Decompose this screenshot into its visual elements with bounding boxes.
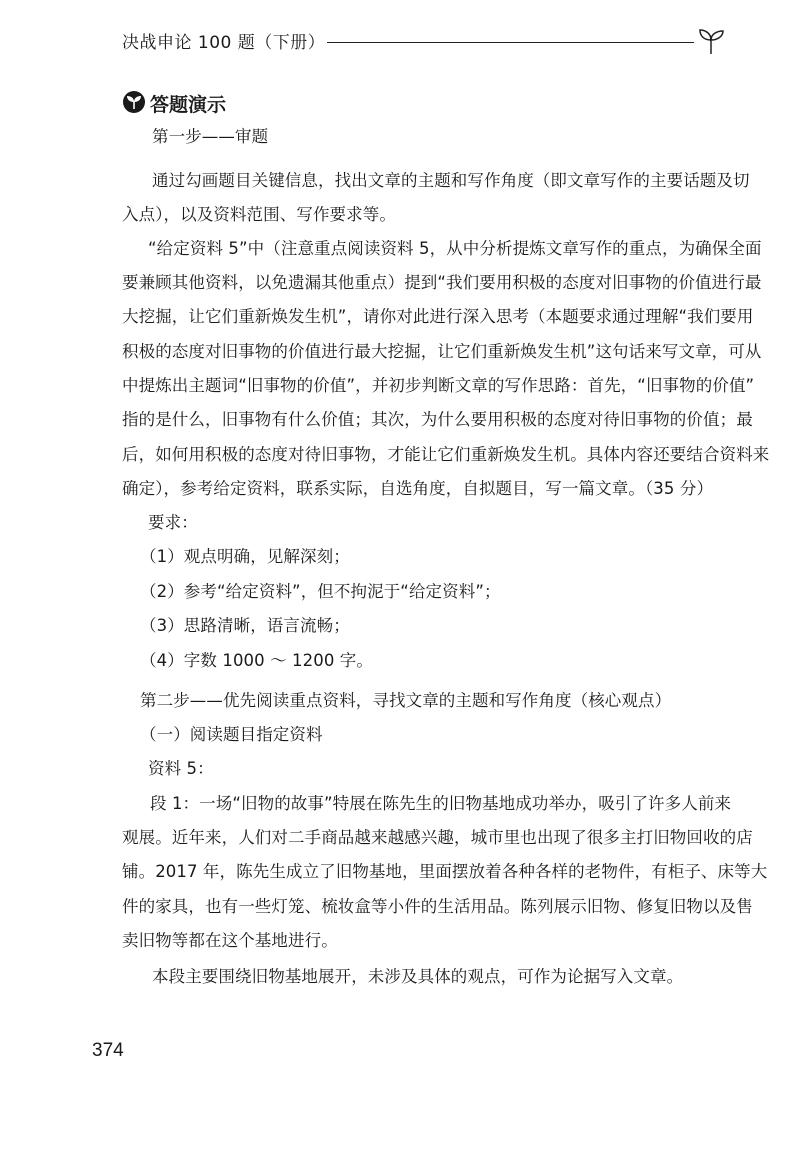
paragraph-line: 通过勾画题目关键信息，找出文章的主题和写作角度（即文章写作的主要话题及切: [152, 171, 750, 190]
section-heading-text: 答题演示: [150, 94, 227, 116]
material-line: 观展。近年来，人们对二手商品越来越感兴趣，城市里也出现了很多主打旧物回收的店: [122, 828, 753, 847]
running-header: [122, 26, 726, 56]
material-line: 铺。2017 年，陈先生成立了旧物基地，里面摆放着各种各样的老物件，有柜子、床等大: [122, 862, 768, 881]
material-line: 卖旧物等都在这个基地进行。: [122, 931, 338, 950]
analysis-note: 本段主要围绕旧物基地展开，未涉及具体的观点，可作为论据写入文章。: [152, 967, 684, 986]
header-rule: [327, 42, 694, 43]
leaf-badge-icon: [122, 90, 146, 114]
sprout-icon: [696, 26, 726, 56]
subsection-heading: （一）阅读题目指定资料: [140, 725, 323, 744]
step-two-heading: 第二步——优先阅读重点资料，寻找文章的主题和写作角度（核心观点）: [140, 691, 672, 710]
material-line: 件的家具，也有一些灯笼、梳妆盒等小件的生活用品。陈列展示旧物、修复旧物以及售: [122, 897, 753, 916]
paragraph-line: 要兼顾其他资料，以免遗漏其他重点）提到“我们要用积极的态度对旧事物的价值进行最: [122, 273, 762, 292]
paragraph-line: 中提炼出主题词“旧事物的价值”，并初步判断文章的写作思路：首先，“旧事物的价值”: [122, 376, 755, 395]
material-label: 资料 5：: [148, 759, 214, 778]
paragraph-line: 积极的态度对旧事物的价值进行最大挖掘，让它们重新焕发生机”这句话来写文章，可从: [122, 342, 762, 361]
material-line: 段 1：一场“旧物的故事”特展在陈先生的旧物基地成功举办，吸引了许多人前来: [150, 794, 732, 813]
paragraph-line: 确定），参考给定资料，联系实际，自选角度，自拟题目，写一篇文章。（35 分）: [122, 479, 714, 498]
requirements-label: 要求：: [148, 513, 198, 532]
paragraph-line: “给定资料 5”中（注意重点阅读资料 5，从中分析提炼文章写作的重点，为确保全面: [148, 239, 762, 258]
paragraph-line: 大挖掘，让它们重新焕发生机”，请你对此进行深入思考（本题要求通过理解“我们要用: [122, 307, 754, 326]
paragraph-line: 后，如何用积极的态度对待旧事物，才能让它们重新焕发生机。具体内容还要结合资料来: [122, 445, 770, 464]
paragraph-line: 指的是什么，旧事物有什么价值；其次，为什么要用积极的态度对待旧事物的价值；最: [122, 410, 753, 429]
requirement-item: （4）字数 1000 ～ 1200 字。: [140, 651, 373, 670]
paragraph-line: 入点），以及资料范围、写作要求等。: [122, 205, 396, 224]
page-number: 374: [92, 1040, 124, 1061]
requirement-item: （3）思路清晰，语言流畅；: [140, 616, 350, 635]
requirement-item: （1）观点明确，见解深刻；: [140, 547, 350, 566]
requirement-item: （2）参考“给定资料”，但不拘泥于“给定资料”；: [140, 582, 501, 601]
step-one-heading: 第一步——审题: [152, 127, 269, 146]
book-title: 决战申论 100 题（下册）: [122, 33, 326, 53]
